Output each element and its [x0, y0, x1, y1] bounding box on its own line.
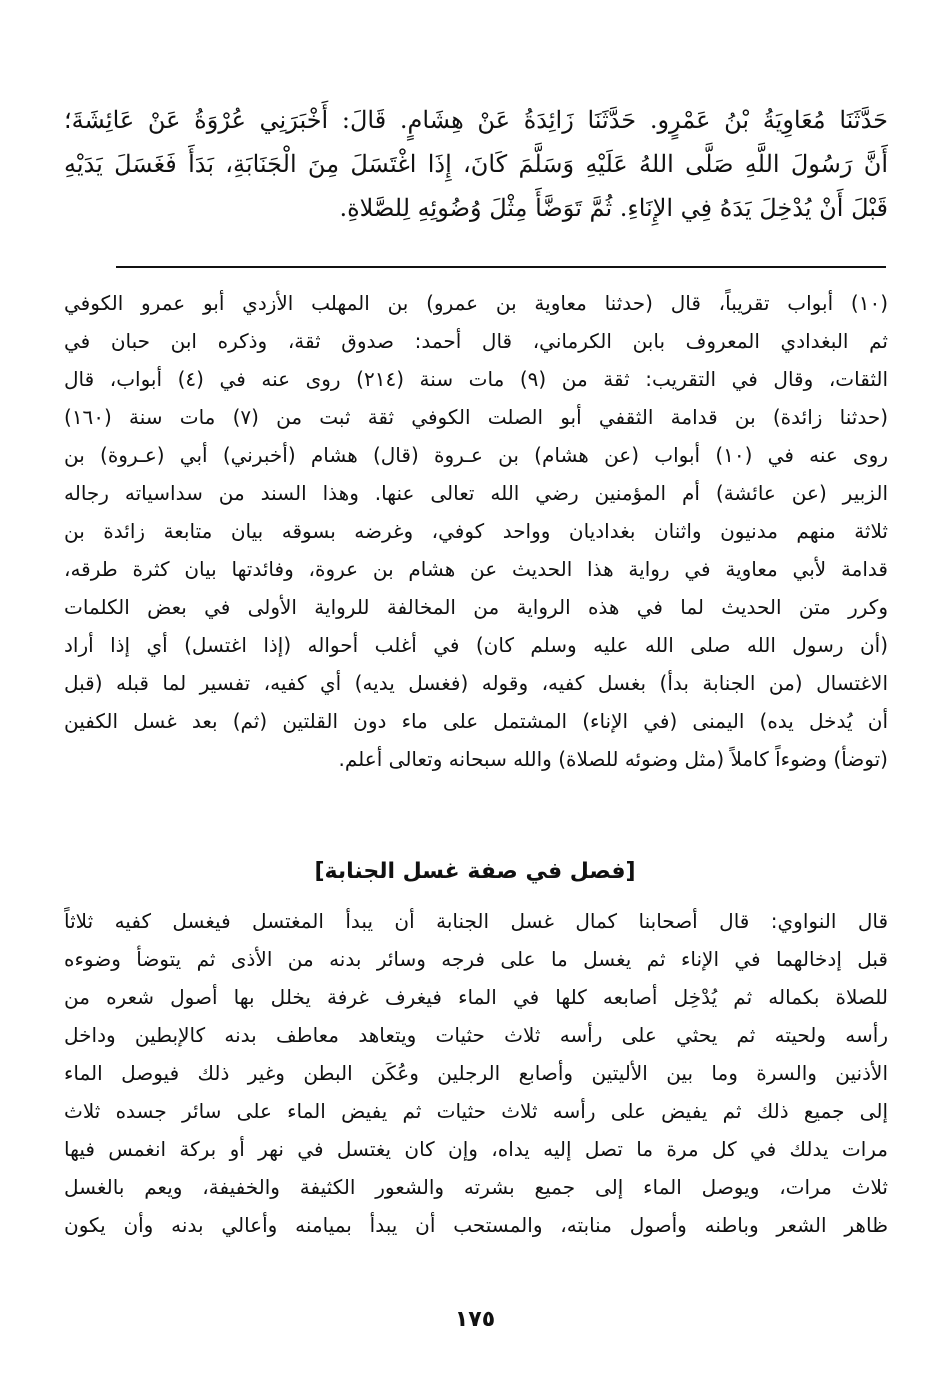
commentary-line: (أن رسول الله صلى الله عليه وسلم كان) في أغلب أحواله (إذا اغتسل) أي إذا أراد	[64, 633, 888, 657]
hadith-line: قَبْلَ أَنْ يُدْخِلَ يَدَهُ فِي الإِنَاءِ. ثُمَّ تَوَضَّأَ مِثْلَ وُضُوئِهِ لِلصَّلاةِ.	[339, 194, 888, 222]
section-line: ظاهر الشعر وباطنه وأصول منابته، والمستحب أن يبدأ بميامنه وأعالي بدنه وأن يكون	[64, 1213, 888, 1237]
commentary-line: روى عنه في (١٠) أبواب (عن هشام) بن عـروة (قال) هشام (أخبرني) أبي (عـروة) بن	[64, 443, 888, 467]
section-line: قال النواوي: قال أصحابنا كمال غسل الجنابة أن يبدأ المغتسل فيغسل كفيه ثلاثاً	[64, 909, 888, 933]
commentary-line: الزبير (عن عائشة) أم المؤمنين رضي الله تعالى عنها. وهذا السند من سداسياته رجاله	[64, 481, 888, 505]
footnote-divider	[116, 266, 886, 268]
section-line: مرات يدلك في كل مرة ما تصل إليه يداه، وإن كان يغتسل في نهر أو بركة انغمس فيها	[64, 1137, 888, 1161]
commentary-line: ثلاثة منهم مدنيون واثنان بغداديان وواحد كوفي، وغرضه بسوقه بيان متابعة زائدة بن	[64, 519, 888, 543]
section-line: ثلاث مرات، ويوصل الماء إلى جميع بشرته والشعور الكثيفة والخفيفة، ويعم بالغسل	[64, 1175, 888, 1199]
hadith-line: حَدَّثَنَا مُعَاوِيَةُ بْنُ عَمْرٍو. حَدَّثَنَا زَائِدَةُ عَنْ هِشَامٍ. قَالَ: أَخْبَرَنِي عُرْوَةُ عَنْ عَائِشَةَ؛	[64, 106, 888, 134]
hadith-line: أَنَّ رَسُولَ اللَّهِ صَلَّى اللهُ عَلَيْهِ وَسَلَّمَ كَانَ، إِذَا اغْتَسَلَ مِنَ الْجَنَابَةِ، بَدَأَ فَغَسَلَ يَدَيْهِ	[64, 150, 888, 178]
commentary-line: الثقات، وقال في التقريب: ثقة من (٩) مات سنة (٢١٤) روى عنه في (٤) أبواب، قال	[64, 367, 888, 391]
section-heading: [فصل في صفة غسل الجنابة]	[314, 859, 636, 884]
commentary-line: ثم البغدادي المعروف بابن الكرماني، قال أحمد: صدوق ثقة، وذكره ابن حبان في	[64, 329, 888, 353]
section-line: رأسه ولحيته ثم يحثي على رأسه ثلاث حثيات ويتعاهد معاطف بدنه كالإبطين وداخل	[64, 1023, 888, 1047]
section-line: للصلاة بكماله ثم يُدْخِل أصابعه كلها في الماء فيغرف غرفة يخلل بها أصول شعره من	[64, 985, 888, 1009]
commentary-line: قدامة لأبي معاوية في رواية هذا الحديث عن هشام بن عروة، وفائدتها بيان كثرة طرقه،	[64, 557, 888, 581]
commentary-line: (حدثنا زائدة) بن قدامة الثقفي أبو الصلت الكوفي ثقة ثبت من (٧) مات سنة (١٦٠)	[64, 405, 888, 429]
commentary-line: وكرر متن الحديث لما في هذه الرواية من المخالفة للرواية الأولى في بعض الكلمات	[64, 595, 888, 619]
section-line: قبل إدخالهما في الإناء ثم يغسل ما على فرجه وسائر بدنه من الأذى ثم يتوضأ وضوءه	[64, 947, 888, 971]
page-number: ١٧٥	[454, 1307, 496, 1332]
section-line: إلى جميع ذلك ثم يفيض على رأسه ثلاث حثيات ثم يفيض الماء على سائر جسده ثلاث	[64, 1099, 888, 1123]
commentary-line: (توضأ) وضوءاً كاملاً (مثل وضوئه للصلاة) والله سبحانه وتعالى أعلم.	[338, 747, 888, 771]
commentary-line: الاغتسال (من الجنابة بدأ) بغسل كفيه، وقوله (فغسل يديه) أي كفيه، تفسير لما قبله (قبل	[64, 671, 888, 695]
commentary-line: أن يُدخل يده) اليمنى (في الإناء) المشتمل على ماء دون القلتين (ثم) بعد غسل الكفين	[64, 709, 888, 733]
commentary-line: (١٠) أبواب تقريباً، قال (حدثنا معاوية بن عمرو) بن المهلب الأزدي أبو عمرو الكوفي	[64, 291, 888, 315]
section-line: الأذنين والسرة وما بين الأليتين وأصابع الرجلين وعُكَن البطن وغير ذلك فيوصل الماء	[64, 1061, 888, 1085]
